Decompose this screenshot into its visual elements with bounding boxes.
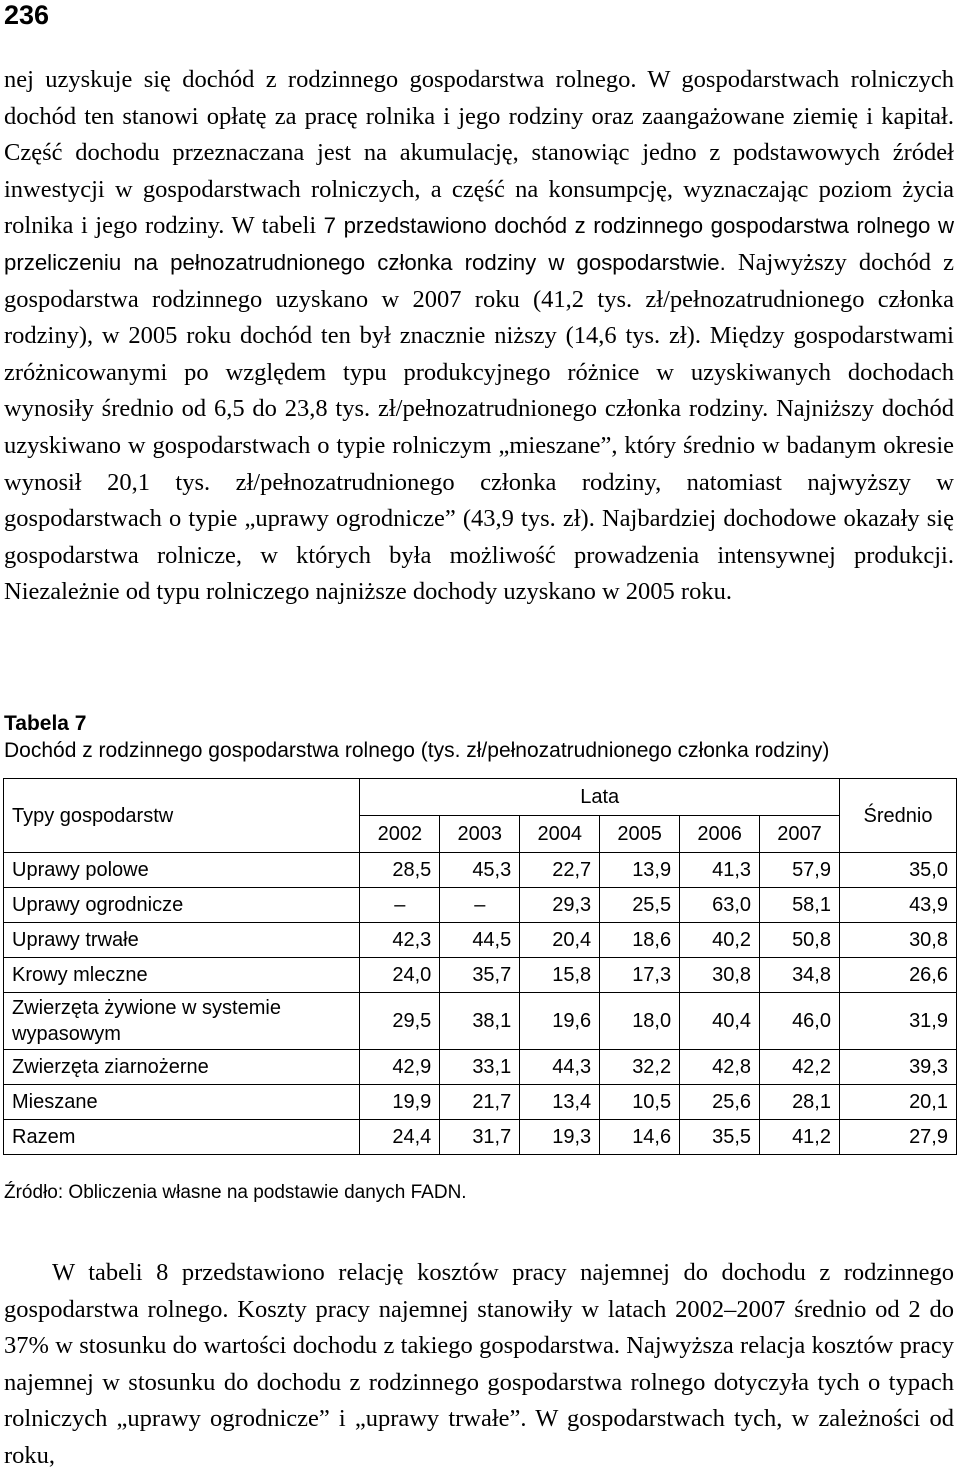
table-cell-average: 35,0	[840, 853, 957, 888]
table-cell-average: 31,9	[840, 993, 957, 1050]
table-cell: 19,6	[520, 993, 600, 1050]
table-cell-average: 43,9	[840, 888, 957, 923]
table-cell: 40,4	[680, 993, 760, 1050]
table-cell-average: 27,9	[840, 1120, 957, 1155]
table-row	[4, 853, 957, 888]
table-number: Tabela 7	[4, 712, 87, 735]
table-cell: 17,3	[600, 958, 680, 993]
table-source-note: Źródło: Obliczenia własne na podstawie danych FADN.	[4, 1182, 467, 1203]
table-cell: 15,8	[520, 958, 600, 993]
row-label: Uprawy ogrodnicze	[4, 888, 360, 923]
table-cell: 57,9	[760, 853, 840, 888]
table-row	[4, 1085, 957, 1120]
table-cell: 29,3	[520, 888, 600, 923]
row-label-line: wypasowym	[12, 1023, 121, 1045]
table-cell: 18,0	[600, 993, 680, 1050]
table-cell: 41,2	[760, 1120, 840, 1155]
table-cell: 44,5	[440, 923, 520, 958]
row-label	[4, 993, 360, 1050]
table-cell: 42,9	[360, 1050, 440, 1085]
row-label: Mieszane	[4, 1085, 360, 1120]
column-header-year: 2003	[440, 816, 520, 853]
table-cell: 24,0	[360, 958, 440, 993]
column-header-year: 2007	[760, 816, 840, 853]
column-header-year: 2005	[600, 816, 680, 853]
row-label: Krowy mleczne	[4, 958, 360, 993]
table-header-row	[4, 779, 957, 816]
column-header-year: 2002	[360, 816, 440, 853]
income-table	[3, 778, 957, 1155]
column-header-type: Typy gospodarstw	[4, 779, 360, 853]
table-cell: 45,3	[440, 853, 520, 888]
row-label: Uprawy trwałe	[4, 923, 360, 958]
row-label: Uprawy polowe	[4, 853, 360, 888]
table-cell: 33,1	[440, 1050, 520, 1085]
table-row	[4, 888, 957, 923]
row-label-line: Zwierzęta żywione w systemie	[12, 997, 281, 1019]
table-cell: 30,8	[680, 958, 760, 993]
table-cell: 44,3	[520, 1050, 600, 1085]
column-header-years-group: Lata	[360, 779, 840, 816]
table-cell: –	[440, 888, 520, 923]
paragraph-1-text-c: Najwyższy dochód z gospodarstwa rodzinnego uzyskano w 2007 roku (41,2 tys. zł/pełnozatrudnionego członka rodziny), w 2005 roku dochód ten był znacznie niższy (14,6 tys. zł). Między gospodarstwami zróżnicowanymi po względem typu produkcyjnego różnice w uzyskiwanych dochodach wynosiły średnio od 6,5 do 23,8 tys. zł/pełnozatrudnionego członka rodziny. Najniższy dochód uzyskiwano w gospodarstwach o typie rolniczym „mieszane”, który średnio w badanym okresie wynosił 20,1 tys. zł/pełnozatrudnionego członka rodziny, natomiast najwyższy w gospodarstwach o typie „uprawy ogrodnicze” (43,9 tys. zł). Najbardziej dochodowe okazały się gospodarstwa rolnicze, w których była możliwość prowadzenia intensywnej produkcji. Niezależnie od typu rolniczego najniższe dochody uzyskano w 2005 roku.	[4, 248, 954, 606]
table-row	[4, 958, 957, 993]
table-cell: 28,1	[760, 1085, 840, 1120]
table-cell: 38,1	[440, 993, 520, 1050]
table-cell: 50,8	[760, 923, 840, 958]
table-cell: 25,5	[600, 888, 680, 923]
table-cell: 29,5	[360, 993, 440, 1050]
table-cell-average: 30,8	[840, 923, 957, 958]
table-cell: 25,6	[680, 1085, 760, 1120]
table-cell: 40,2	[680, 923, 760, 958]
table-row	[4, 993, 957, 1050]
table-cell-average: 26,6	[840, 958, 957, 993]
table-cell: 13,4	[520, 1085, 600, 1120]
table-cell: 41,3	[680, 853, 760, 888]
table-cell: 58,1	[760, 888, 840, 923]
table-cell: 42,3	[360, 923, 440, 958]
table-cell: 19,3	[520, 1120, 600, 1155]
table-cell: –	[360, 888, 440, 923]
table-cell: 35,5	[680, 1120, 760, 1155]
table-cell: 10,5	[600, 1085, 680, 1120]
table-cell: 18,6	[600, 923, 680, 958]
table-row	[4, 923, 957, 958]
table-cell: 13,9	[600, 853, 680, 888]
paragraph-1-text-a: nej uzyskuje się dochód z rodzinnego gospodarstwa rolnego. W gospodarstwach rolniczych dochód ten stanowi opłatę za pracę rolnika i jego rodziny oraz zaangażowane ziemię i kapitał. Część dochodu przeznaczana jest na akumulację, stanowiąc jedno z podstawowych źródeł inwestycji w gospodarstwach rolniczych, a część na konsumpcję, wyznaczając poziom życia rolnika i jego rodziny. W tabeli	[4, 66, 954, 240]
table-cell: 42,8	[680, 1050, 760, 1085]
table-cell: 19,9	[360, 1085, 440, 1120]
table-cell: 35,7	[440, 958, 520, 993]
table-cell-average: 39,3	[840, 1050, 957, 1085]
body-paragraph-2: W tabeli 8 przedstawiono relację kosztów pracy najemnej do dochodu z rodzinnego gospodarstwa rolnego. Koszty pracy najemnej stanowiły w latach 2002–2007 średnio od 2 do 37% w stosunku do wartości dochodu z takiego gospodarstwa. Najwyższa relacja kosztów pracy najemnej w stosunku do dochodu z rodzinnego gospodarstwa rolnego dotyczyła tych o typach rolniczych „uprawy ogrodnicze” i „uprawy trwałe”. W gospodarstwach tych, w zależności od roku,	[4, 1259, 954, 1469]
table-cell: 42,2	[760, 1050, 840, 1085]
table-cell: 34,8	[760, 958, 840, 993]
table-row-total	[4, 1120, 957, 1155]
table-row	[4, 1050, 957, 1085]
table-cell: 46,0	[760, 993, 840, 1050]
table-cell: 22,7	[520, 853, 600, 888]
column-header-year: 2004	[520, 816, 600, 853]
table-cell: 28,5	[360, 853, 440, 888]
table-cell: 31,7	[440, 1120, 520, 1155]
column-header-year: 2006	[680, 816, 760, 853]
table-cell: 63,0	[680, 888, 760, 923]
paragraph-1-text-b: 7 przedstawiono dochód z rodzinnego gospodarstwa rolnego w przeliczeniu na pełnozatrudnionego członka rodziny w gospodarstwie.	[4, 213, 954, 275]
table-cell: 21,7	[440, 1085, 520, 1120]
table-cell: 20,4	[520, 923, 600, 958]
table-cell: 14,6	[600, 1120, 680, 1155]
column-header-average: Średnio	[840, 779, 957, 853]
table-cell: 24,4	[360, 1120, 440, 1155]
page-number: 236	[4, 0, 50, 30]
table-title: Dochód z rodzinnego gospodarstwa rolnego (tys. zł/pełnozatrudnionego członka rodziny)	[4, 739, 830, 762]
row-label: Zwierzęta ziarnożerne	[4, 1050, 360, 1085]
table-cell-average: 20,1	[840, 1085, 957, 1120]
row-label: Razem	[4, 1120, 360, 1155]
table-cell: 32,2	[600, 1050, 680, 1085]
body-paragraph-1	[4, 62, 954, 611]
